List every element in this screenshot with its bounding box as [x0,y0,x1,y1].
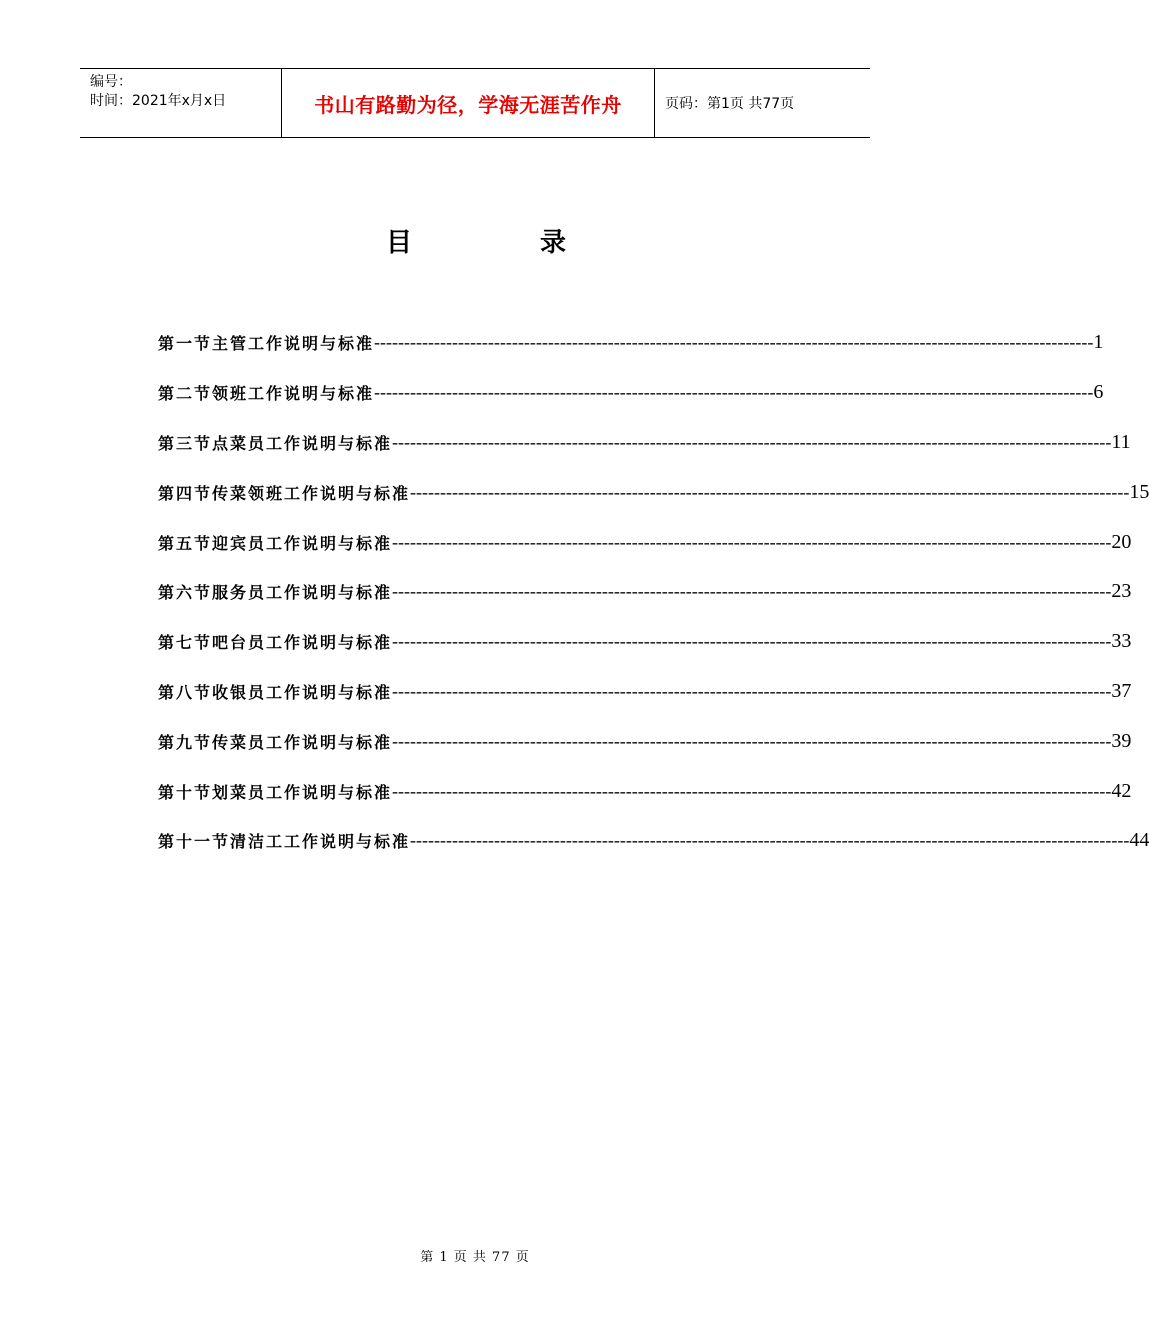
toc-section-title: 服务员工作说明与标准 [212,583,393,603]
toc-section-number: 第五节 [158,533,213,553]
page-footer: 第 1 页 共 77 页 [420,1250,530,1265]
toc-section-title: 清洁工工作说明与标准 [230,832,411,852]
toc-entry[interactable] [158,716,1132,766]
toc-leader: ------------------------------------------------------------------------------------------------------------------------ [374,382,1094,403]
toc-page-number: 20 [1111,530,1132,553]
toc-section-title: 领班工作说明与标准 [212,384,375,404]
toc-section-number: 第二节 [158,384,213,404]
header-motto-cell [282,69,655,137]
document-number-label: 编号： [90,74,132,90]
toc-page-number: 1 [1093,331,1104,354]
toc-section-title: 收银员工作说明与标准 [212,682,393,702]
toc-section-number: 第六节 [158,583,213,603]
header-page-info: 页码：第1页 共77页 [665,96,795,112]
toc-leader: ------------------------------------------------------------------------------------------------------------------------ [374,332,1094,353]
toc-leader: ------------------------------------------------------------------------------------------------------------------------ [392,780,1112,801]
toc-section-title: 点菜员工作说明与标准 [212,433,393,453]
toc-entry[interactable] [158,567,1132,617]
toc-section-number: 第十节 [158,782,213,802]
toc-leader: ------------------------------------------------------------------------------------------------------------------------ [392,680,1112,701]
toc-leader: ------------------------------------------------------------------------------------------------------------------------ [392,730,1112,751]
toc-entry[interactable] [158,467,1149,517]
toc-entry[interactable] [158,368,1104,418]
toc-page-number: 6 [1093,381,1104,404]
toc-entry[interactable] [158,667,1132,717]
toc-section-number: 第八节 [158,682,213,702]
toc-page-number: 23 [1111,580,1132,603]
toc-section-number: 第七节 [158,633,213,653]
toc-section-title: 主管工作说明与标准 [212,334,375,354]
title-char-2: 录 [540,228,567,258]
toc-section-title: 划菜员工作说明与标准 [212,782,393,802]
toc-leader: ------------------------------------------------------------------------------------------------------------------------ [392,431,1112,452]
header-page-info-cell [655,69,870,137]
toc-section-title: 传菜领班工作说明与标准 [212,483,411,503]
toc-page-number: 33 [1111,630,1132,653]
title-char-1: 目 [386,228,413,258]
table-of-contents [158,318,1149,866]
toc-leader: ------------------------------------------------------------------------------------------------------------------------ [392,631,1112,652]
toc-leader: ------------------------------------------------------------------------------------------------------------------------ [410,830,1130,851]
toc-page-number: 42 [1111,779,1132,802]
toc-page-number: 37 [1111,679,1132,702]
header-motto: 书山有路勤为径，学海无涯苦作舟 [314,92,622,117]
toc-entry[interactable] [158,617,1132,667]
toc-section-number: 第一节 [158,334,213,354]
toc-section-number: 第十一节 [158,832,231,852]
toc-page-number: 44 [1129,829,1149,852]
toc-section-number: 第九节 [158,732,213,752]
header-meta [80,69,282,137]
toc-page-number: 39 [1111,729,1132,752]
toc-entry[interactable] [158,517,1132,567]
toc-section-number: 第三节 [158,433,213,453]
toc-section-title: 传菜员工作说明与标准 [212,732,393,752]
toc-section-number: 第四节 [158,483,213,503]
toc-page-number: 11 [1111,430,1131,453]
toc-entry[interactable] [158,766,1132,816]
toc-page-number: 15 [1129,480,1149,503]
toc-section-title: 吧台员工作说明与标准 [212,633,393,653]
toc-entry[interactable] [158,318,1104,368]
toc-entry[interactable] [158,418,1131,468]
toc-leader: ------------------------------------------------------------------------------------------------------------------------ [410,481,1130,502]
page-header [80,68,870,138]
toc-entry[interactable] [158,816,1149,866]
toc-section-title: 迎宾员工作说明与标准 [212,533,393,553]
toc-leader: ------------------------------------------------------------------------------------------------------------------------ [392,581,1112,602]
document-time-label: 时间：2021年x月x日 [90,93,227,109]
toc-leader: ------------------------------------------------------------------------------------------------------------------------ [392,531,1112,552]
